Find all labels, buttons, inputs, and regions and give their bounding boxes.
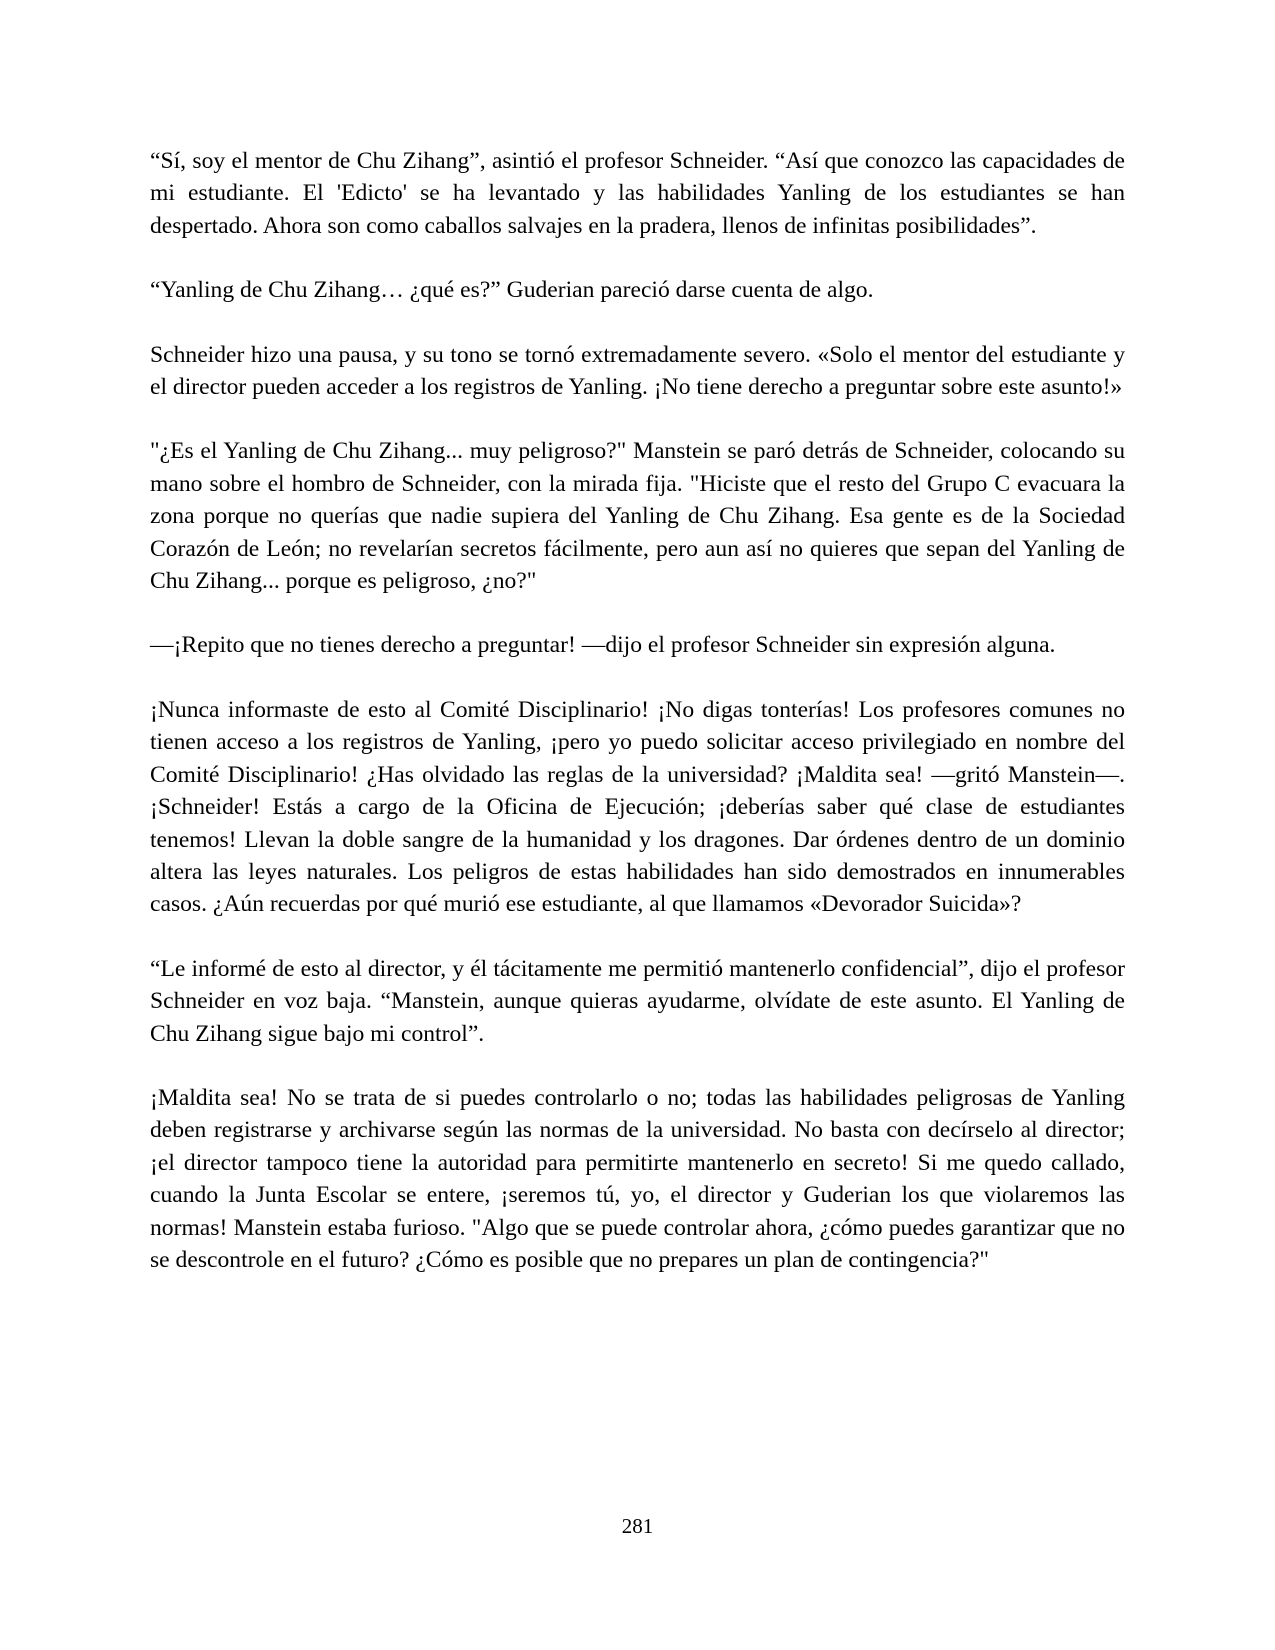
- page-number: 281: [621, 1514, 654, 1538]
- paragraph: —¡Repito que no tienes derecho a preguntar! —dijo el profesor Schneider sin expresión alguna.: [150, 632, 1056, 659]
- paragraph: ¡Nunca informaste de esto al Comité Disciplinario! ¡No digas tonterías! Los profesores comunes no tienen acceso a los registros de Yanling, ¡pero yo puedo solicitar acceso privilegiado en nombre del Comité Disciplinario! ¿Has olvidado las reglas de la universidad? ¡Maldita sea! —gritó Manstein—. ¡Schneider! Estás a cargo de la Oficina de Ejecución; ¡deberías saber qué clase de estudiantes tenemos! Llevan la doble sangre de la humanidad y los dragones. Dar órdenes dentro de un dominio altera las leyes naturales. Los peligros de estas habilidades han sido demostrados en innumerables casos. ¿Aún recuerdas por qué murió ese estudiante, al que llamamos «Devorador Suicida»?: [150, 696, 1125, 918]
- paragraph: "¿Es el Yanling de Chu Zihang... muy peligroso?" Manstein se paró detrás de Schneider, colocando su mano sobre el hombro de Schneider, con la mirada fija. "Hiciste que el resto del Grupo C evacuara la zona porque no querías que nadie supiera del Yanling de Chu Zihang. Esa gente es de la Sociedad Corazón de León; no revelarían secretos fácilmente, pero aun así no quieres que sepan del Yanling de Chu Zihang... porque es peligroso, ¿no?": [150, 438, 1125, 595]
- body-text: [150, 145, 1125, 1308]
- paragraph: ¡Maldita sea! No se trata de si puedes controlarlo o no; todas las habilidades peligrosas de Yanling deben registrarse y archivarse según las normas de la universidad. No basta con decírselo al director; ¡el director tampoco tiene la autoridad para permitirte mantenerlo en secreto! Si me quedo callado, cuando la Junta Escolar se entere, ¡seremos tú, yo, el director y Guderian los que violaremos las normas! Manstein estaba furioso. "Algo que se puede controlar ahora, ¿cómo puedes garantizar que no se descontrole en el futuro? ¿Cómo es posible que no prepares un plan de contingencia?": [150, 1084, 1125, 1273]
- paragraph: “Le informé de esto al director, y él tácitamente me permitió mantenerlo confidencial”, dijo el profesor Schneider en voz baja. “Manstein, aunque quieras ayudarme, olvídate de este asunto. El Yanling de Chu Zihang sigue bajo mi control”.: [150, 955, 1125, 1047]
- paragraph: “Sí, soy el mentor de Chu Zihang”, asintió el profesor Schneider. “Así que conozco las capacidades de mi estudiante. El 'Edicto' se ha levantado y las habilidades Yanling de los estudiantes se han despertado. Ahora son como caballos salvajes en la pradera, llenos de infinitas posibilidades”.: [150, 148, 1125, 239]
- paragraph: Schneider hizo una pausa, y su tono se tornó extremadamente severo. «Solo el mentor del estudiante y el director pueden acceder a los registros de Yanling. ¡No tiene derecho a preguntar sobre este asunto!»: [150, 341, 1125, 401]
- paragraph: “Yanling de Chu Zihang… ¿qué es?” Guderian pareció darse cuenta de algo.: [150, 277, 874, 304]
